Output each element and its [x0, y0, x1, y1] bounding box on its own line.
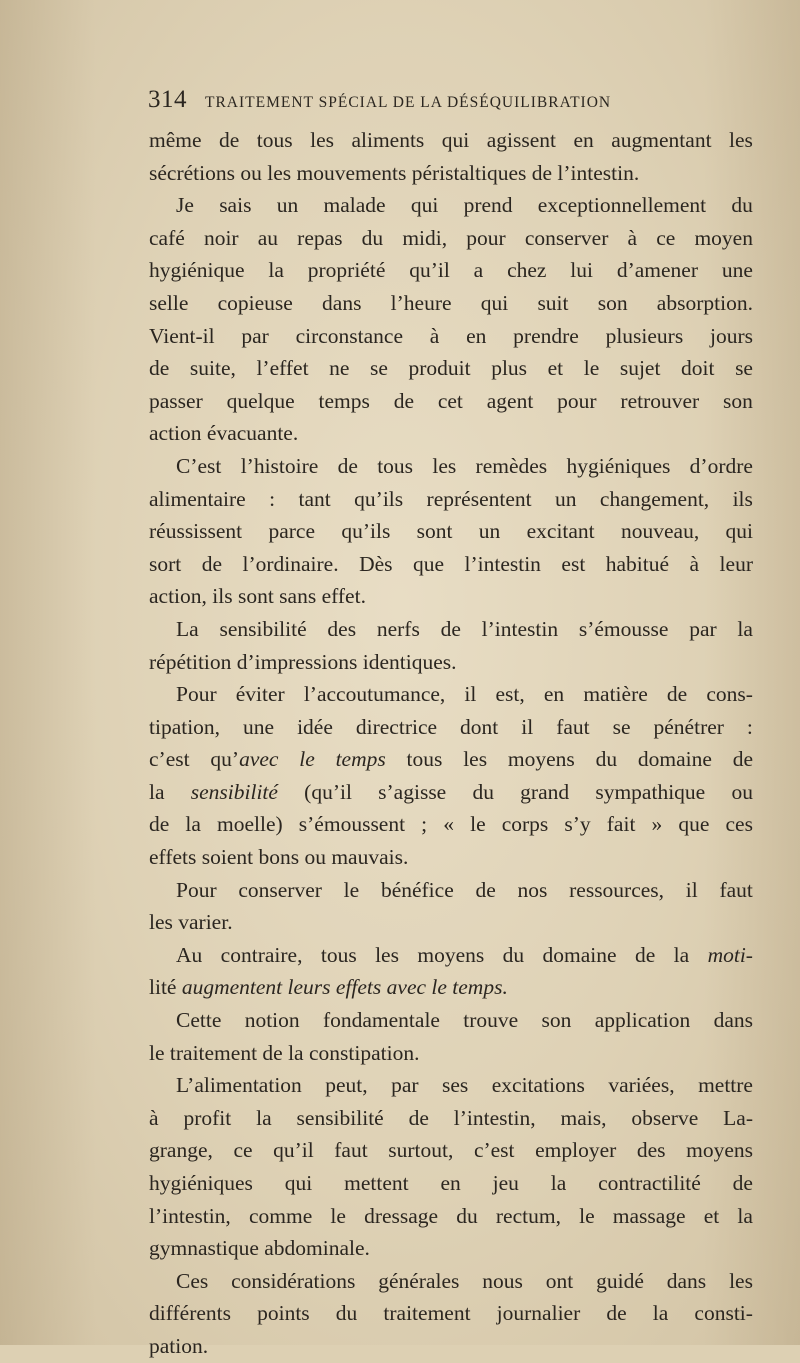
word: profit [183, 1105, 232, 1130]
text-line [149, 743, 753, 776]
word: le [330, 1203, 346, 1228]
word: agent [486, 388, 534, 413]
word: la [673, 942, 690, 967]
word: conserver [238, 877, 322, 902]
word: pour [557, 388, 597, 413]
word: représentent [426, 486, 532, 511]
word: suit [537, 290, 569, 315]
word: absorption. [656, 290, 753, 315]
word: et [703, 1203, 720, 1228]
word: l’heure [390, 290, 452, 315]
word: employer [535, 1138, 617, 1163]
word: de [732, 1171, 753, 1195]
word: du [335, 1301, 358, 1326]
word: hygiéniques [566, 453, 671, 478]
word: tant [298, 486, 331, 511]
text-line: sécrétions ou les mouvements péristaltiques de l’intestin. [149, 160, 640, 185]
word: : [269, 486, 276, 511]
word: cons- [706, 682, 753, 707]
word: son [597, 290, 628, 315]
word: faut [719, 877, 753, 902]
word: moyens [507, 747, 575, 772]
text-line [149, 189, 753, 222]
word: ils [732, 486, 753, 511]
text-line [149, 483, 753, 516]
word: lui [570, 258, 593, 283]
word: parce [268, 519, 316, 544]
word: surtout, [388, 1138, 454, 1163]
word: du [456, 1203, 478, 1228]
word: du [502, 942, 525, 967]
word: qui [725, 519, 753, 544]
word: Pour [176, 682, 217, 707]
word: dont [460, 714, 499, 739]
word: qui [284, 1171, 313, 1195]
word: par [689, 616, 717, 641]
text-line [149, 124, 753, 157]
word: comme [248, 1203, 313, 1228]
word: et [547, 356, 564, 381]
word: en [466, 323, 487, 348]
word: La- [723, 1105, 753, 1130]
word: temps [318, 388, 370, 413]
word: Cette [176, 1008, 222, 1033]
word: excitant [526, 519, 595, 544]
word: de [201, 551, 223, 576]
word: l’intestin [464, 551, 541, 576]
text-line [149, 385, 753, 418]
word: un [276, 193, 299, 218]
word: à [429, 323, 440, 348]
word: pour [466, 225, 506, 250]
word: sensibilité [190, 779, 278, 804]
word: circonstance [295, 323, 404, 348]
word: le [343, 877, 360, 902]
text-line: pation. [149, 1333, 209, 1358]
word: excitations [491, 1073, 585, 1098]
word: les [729, 1268, 753, 1293]
word: C’est [176, 453, 222, 478]
word: qu’il [409, 258, 450, 283]
text-line: le traitement de la constipation. [149, 1040, 420, 1065]
word: tipation, [149, 714, 221, 739]
word: « [443, 812, 454, 837]
word: directrice [355, 714, 438, 739]
word: une [243, 714, 275, 739]
word: sujet [619, 356, 661, 381]
word: les [432, 453, 457, 478]
word: ; [421, 812, 428, 837]
word: moyens [417, 942, 485, 967]
word: le [470, 812, 486, 837]
text-line [149, 222, 753, 255]
word: l’effet [256, 356, 309, 381]
word: mettre [698, 1073, 753, 1098]
word: de [475, 877, 496, 902]
word: grange, [149, 1138, 213, 1163]
word: sensibilité [296, 1105, 384, 1130]
word: contractilité [598, 1171, 701, 1195]
word: considérations [231, 1268, 356, 1293]
word: remèdes [475, 453, 548, 478]
word: différents [149, 1301, 231, 1326]
word: sensibilité [219, 616, 307, 641]
word: repas [297, 225, 343, 250]
word: moyens [686, 1138, 753, 1163]
word: à [149, 1105, 159, 1130]
word: Ces [176, 1268, 209, 1293]
word: fait [606, 812, 636, 837]
word: contraire, [220, 942, 303, 967]
word: La [176, 616, 199, 641]
word: tous [256, 128, 293, 152]
word: grand [520, 779, 570, 804]
word: du [472, 779, 494, 804]
word: faut [334, 1138, 368, 1163]
word: temps [335, 747, 386, 772]
word: faut [556, 714, 590, 739]
word: est [561, 551, 586, 576]
text-line [149, 808, 753, 841]
word: copieuse [217, 290, 293, 315]
word: corps [501, 812, 549, 837]
word: se [735, 356, 753, 381]
word: des [636, 1138, 666, 1163]
text-line [149, 287, 753, 320]
word: moti- [707, 942, 753, 967]
word: de [149, 812, 170, 837]
word: massage [612, 1203, 686, 1228]
word: au [257, 225, 279, 250]
word: peut, [325, 1073, 368, 1098]
word: mais, [560, 1105, 607, 1130]
word: fondamentale [322, 1008, 440, 1033]
word: ou [731, 779, 753, 804]
text-line [149, 613, 753, 646]
word: sympathique [595, 779, 706, 804]
word: passer [149, 388, 203, 413]
word: pénétrer [653, 714, 724, 739]
text-line [149, 352, 753, 385]
text-line [149, 1102, 753, 1135]
word: la [737, 616, 753, 641]
word: du [595, 747, 618, 772]
word: s’émoussent [298, 812, 406, 837]
word: les [375, 942, 399, 967]
word: à [689, 551, 700, 576]
word: domaine [637, 747, 712, 772]
word: dans [713, 1008, 753, 1033]
text-line [149, 1134, 753, 1167]
word: la [652, 1301, 669, 1326]
text-line: action, ils sont sans effet. [149, 584, 366, 609]
word: l’intestin, [453, 1105, 536, 1130]
word: nouveau, [620, 519, 700, 544]
word: doit [681, 356, 715, 381]
word: conserver [524, 225, 609, 250]
word: moyen [694, 225, 753, 250]
word: l’intestin, [149, 1203, 231, 1228]
word: Dès [359, 551, 393, 576]
text-line: gymnastique abdominale. [149, 1236, 370, 1261]
word: est, [495, 682, 525, 707]
word: sont [416, 519, 453, 544]
word: qui [441, 128, 470, 152]
word: son [723, 388, 753, 413]
text-line: action évacuante. [149, 421, 299, 446]
word: hygiéniques [149, 1171, 253, 1195]
word: exceptionnellement [537, 193, 707, 218]
word: midi, [402, 225, 448, 250]
word: qui [410, 193, 439, 218]
text-line [149, 776, 753, 809]
word: en [440, 1171, 461, 1195]
word: la [185, 812, 201, 837]
word: trouve [463, 1008, 519, 1033]
word: dressage [364, 1203, 439, 1228]
word: de [408, 1105, 429, 1130]
word: cet [437, 388, 463, 413]
text-line [149, 1265, 753, 1298]
word: guidé [596, 1268, 644, 1293]
word: les [729, 128, 753, 152]
word: L’alimentation [176, 1073, 302, 1098]
word: de [337, 453, 358, 478]
word: qu’il [273, 1138, 314, 1163]
word: de [666, 682, 688, 707]
word: idée [297, 714, 333, 739]
text-line [149, 939, 753, 972]
word: que [412, 551, 445, 576]
text-line [149, 254, 753, 287]
word: plus [491, 356, 528, 381]
word: rectum, [495, 1203, 561, 1228]
word: tous [377, 453, 414, 478]
text-line: les varier. [149, 910, 233, 935]
word: un [555, 486, 577, 511]
text-line: effets soient bons ou mauvais. [149, 845, 409, 870]
word: aliments [351, 128, 425, 152]
word: se [370, 356, 388, 381]
word: journalier [496, 1301, 581, 1326]
word: jeu [492, 1171, 519, 1195]
word: tous [320, 942, 357, 967]
word: malade [323, 193, 386, 218]
word: de [732, 747, 753, 772]
word: Vient-il [149, 323, 215, 348]
word: ce [656, 225, 676, 250]
word: le [583, 356, 600, 381]
word: en [543, 682, 565, 707]
word: la [149, 779, 165, 804]
text-line [149, 450, 753, 483]
word: notion [244, 1008, 300, 1033]
word: les [310, 128, 334, 152]
word: ressources, [569, 877, 665, 902]
word: domaine [542, 942, 617, 967]
word: variées, [608, 1073, 675, 1098]
word: agissent [486, 128, 557, 152]
word: éviter [235, 682, 285, 707]
word: de [393, 388, 414, 413]
word: il [464, 682, 477, 707]
word: par [391, 1073, 419, 1098]
word: s’agisse [378, 779, 447, 804]
word: s’y [564, 812, 591, 837]
word: de [219, 128, 240, 152]
word: matière [583, 682, 648, 707]
word: application [594, 1008, 691, 1033]
word: nos [517, 877, 548, 902]
word: ce [233, 1138, 253, 1163]
word: se [612, 714, 631, 739]
word: plusieurs [605, 323, 684, 348]
word: quelque [226, 388, 295, 413]
word: Pour [176, 877, 217, 902]
word: consti- [694, 1301, 753, 1326]
word: la [268, 258, 284, 283]
word: dans [666, 1268, 707, 1293]
word: selle [149, 290, 189, 315]
word: ont [545, 1268, 574, 1293]
word: sort [149, 551, 182, 576]
word: alimentaire [149, 486, 246, 511]
word: en [573, 128, 594, 152]
text-line [149, 711, 753, 744]
word: réussissent [149, 519, 243, 544]
word: à [627, 225, 638, 250]
word: retrouver [620, 388, 700, 413]
text-line [149, 1004, 753, 1037]
word: (qu’il [304, 779, 352, 804]
word: la [737, 1203, 753, 1228]
word: prendre [513, 323, 579, 348]
page-number: 314 [148, 86, 187, 113]
word: Au [176, 942, 203, 967]
word: les [463, 747, 488, 772]
word: mettent [344, 1171, 409, 1195]
word: » [651, 812, 663, 837]
word: du [731, 193, 753, 218]
word: noir [203, 225, 239, 250]
word: l’intestin [481, 616, 559, 641]
word: l’accoutumance, [303, 682, 446, 707]
word: café [149, 225, 185, 250]
word: la [550, 1171, 567, 1195]
text-line [149, 874, 753, 907]
word: dans [322, 290, 362, 315]
word: l’ordinaire. [242, 551, 339, 576]
running-head [148, 86, 748, 116]
word: hygiénique [149, 258, 245, 283]
text-line [149, 1167, 753, 1200]
word: moelle) [217, 812, 283, 837]
text-line [149, 320, 753, 353]
word: a [473, 258, 484, 283]
word: générales [378, 1268, 460, 1293]
word: le [299, 747, 315, 772]
word: bénéfice [380, 877, 454, 902]
word: Je [176, 193, 194, 218]
word: qui [480, 290, 509, 315]
word: même [149, 128, 202, 152]
text-line [149, 1069, 753, 1102]
word: une [721, 258, 753, 283]
word: habitué [605, 551, 670, 576]
word: s’émousse [578, 616, 669, 641]
word: il [685, 877, 698, 902]
word: observe [631, 1105, 699, 1130]
word: ses [442, 1073, 469, 1098]
word: propriété [307, 258, 386, 283]
word: nous [482, 1268, 523, 1293]
word: un [478, 519, 501, 544]
word: qu’avec [210, 747, 279, 772]
text-line [149, 515, 753, 548]
text-line [149, 1297, 753, 1330]
word: changement, [599, 486, 710, 511]
word: de [606, 1301, 627, 1326]
word: jours [709, 323, 753, 348]
word: qu’ils [354, 486, 404, 511]
word: l’histoire [240, 453, 319, 478]
word: de [149, 356, 170, 381]
word: tous [406, 747, 443, 772]
word: c’est [149, 747, 190, 772]
word: sais [219, 193, 252, 218]
word: nerfs [376, 616, 420, 641]
word: points [257, 1301, 310, 1326]
word: par [241, 323, 269, 348]
text-line: répétition d’impressions identiques. [149, 649, 457, 674]
word: d’ordre [689, 453, 753, 478]
word: le [579, 1203, 595, 1228]
text-line [149, 678, 753, 711]
word: qu’ils [341, 519, 391, 544]
running-head-title: TRAITEMENT SPÉCIAL DE LA DÉSÉQUILIBRATION [205, 94, 612, 111]
word: leur [719, 551, 753, 576]
word: augmentant [611, 128, 712, 152]
word: chez [507, 258, 547, 283]
text-line [149, 1200, 753, 1233]
word: produit [408, 356, 471, 381]
word: ces [725, 812, 753, 837]
word: que [678, 812, 710, 837]
word: du [361, 225, 384, 250]
word: de [440, 616, 461, 641]
word: suite, [189, 356, 236, 381]
word: son [541, 1008, 572, 1033]
word: traitement [383, 1301, 471, 1326]
word: la [256, 1105, 272, 1130]
word: d’amener [616, 258, 699, 283]
word: c’est [473, 1138, 515, 1163]
word: il [521, 714, 534, 739]
text-line [149, 548, 753, 581]
word: de [634, 942, 656, 967]
word: des [327, 616, 357, 641]
text-line: lité augmentent leurs effets avec le temps. [149, 975, 508, 1000]
word: : [746, 714, 753, 739]
word: ne [329, 356, 350, 381]
body-text [149, 124, 753, 1363]
word: prend [463, 193, 513, 218]
